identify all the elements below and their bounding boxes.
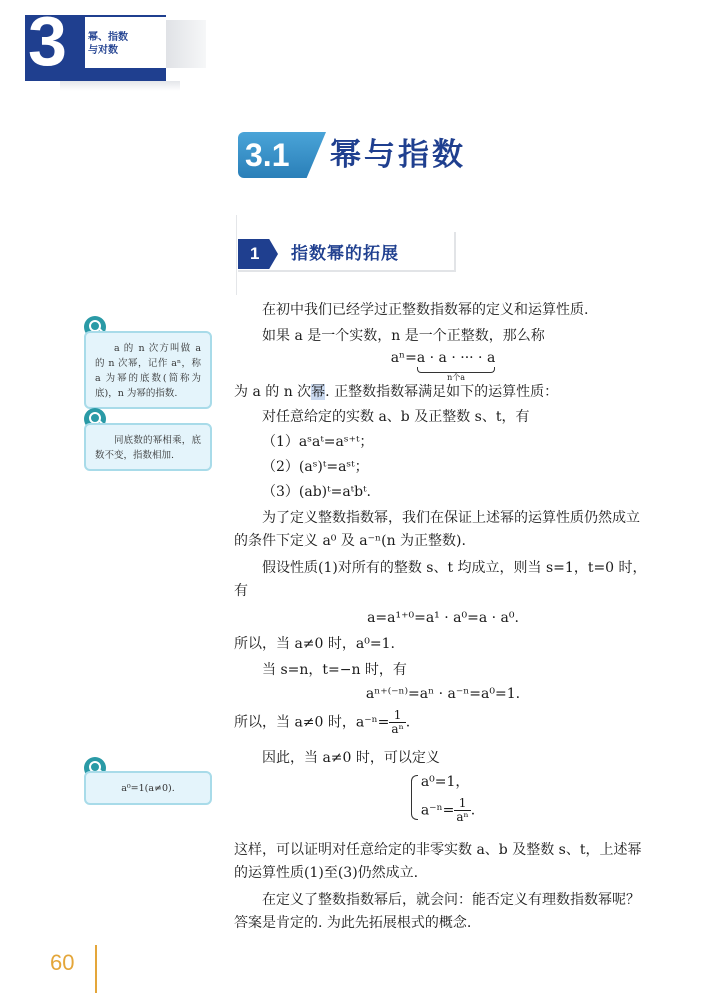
equation-system: a⁰=1， a⁻ⁿ= $\frac{1}{\text{aⁿ}}$ .	[234, 771, 652, 833]
equation-a-zero: a=a¹⁺⁰=a¹ · a⁰=a · a⁰.	[367, 610, 519, 626]
page-number: 60	[50, 950, 75, 975]
chapter-tab-shade	[166, 20, 206, 68]
section-title: 幂与指数	[330, 137, 466, 173]
equation-power-definition: aⁿ=a · a · ··· · a n个a	[390, 350, 496, 382]
property-2: （2）(aˢ)ᵗ=aˢᵗ；	[262, 459, 369, 475]
subsection-rule	[236, 215, 237, 295]
subsection-number: 1	[250, 244, 260, 263]
subsection-title: 指数幂的拓展	[291, 244, 399, 264]
equation-negative-power: aⁿ⁺⁽⁻ⁿ⁾=aⁿ · a⁻ⁿ=a⁰=1.	[365, 686, 521, 702]
fraction: $\frac{1}{\text{aⁿ}}$	[391, 708, 404, 736]
section-number: 3.1	[245, 137, 290, 173]
chapter-number: 3	[28, 2, 67, 80]
side-note-same-base: 同底数的幂相乘，底数不变，指数相加.	[84, 423, 212, 471]
side-note-power-definition: a 的 n 次方叫做 a 的 n 次幂，记作 aⁿ，称 a 为幂的底数(简称为底)，n 为幂的指数.	[84, 331, 212, 409]
chapter-title: 幂、指数 与对数	[88, 32, 128, 56]
side-note-zero-power: a⁰=1(a≠0).	[84, 771, 212, 805]
body-text: 在初中我们已经学过正整数指数幂的定义和运算性质. 如果 a 是一个实数，n 是一个正整数，那么称 aⁿ=a · a · ··· · a n个a 为 a 的 n 次幂. 正整数指数幂满足如下的运算性质： 对任意给定的实数 a、b 及正整数 s、t，有 （1）aˢaᵗ=aˢ⁺ᵗ； （2）(aˢ)ᵗ=aˢᵗ； （3）(ab)ᵗ=aᵗbᵗ. 为了定义整数指数幂，我们在保证上述幂的运算性质仍然成立的条件下定义 a⁰ 及 a⁻ⁿ(n 为正整数). 假设性质(1)对所有的整数 s、t 均成立，则当 s=1，t=0 时，有 a=a¹⁺⁰=a¹ · a⁰=a · a⁰. 所以，当 a≠0 时，a⁰=1. 当 s=n，t=−n 时，有 aⁿ⁺⁽⁻ⁿ⁾=aⁿ · a⁻ⁿ=a⁰=1. 所以，当 a≠0 时，a⁻ⁿ= $\frac{1}{\text{aⁿ}}$ . 因此，当 a≠0 时，可以定义 a⁰=1， a⁻ⁿ= $\frac{1}{\text{aⁿ}}$ . 这样，可以证明对任意给定的非零实数 a、b 及整数 s、t，上述幂的运算性质(1)至(3)仍然成立. 在定义了整数指数幂后，就会问：能否定义有理数指数幂呢？答案是肯定的. 为此先拓展根式的概念.	[234, 299, 652, 935]
property-1: （1）aˢaᵗ=aˢ⁺ᵗ；	[262, 434, 374, 450]
page-number-rule	[95, 945, 97, 993]
highlighted-word: 幂	[311, 384, 326, 400]
chapter-shadow	[60, 81, 180, 91]
property-3: （3）(ab)ᵗ=aᵗbᵗ.	[262, 484, 371, 500]
